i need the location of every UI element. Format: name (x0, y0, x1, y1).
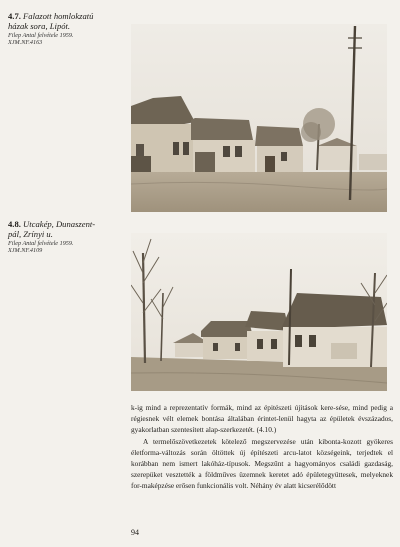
caption-title-line: Falazott homlokzatú (23, 11, 94, 21)
figure-number: 4.7. (8, 11, 21, 21)
photo-street-dunaszentpal (131, 233, 387, 391)
photo-houses-lipot (131, 24, 387, 212)
page-number: 94 (131, 528, 139, 537)
caption-title (8, 12, 126, 32)
figure-caption-4-8 (8, 220, 126, 254)
inventory-number: XJM.NF.4109 (8, 246, 43, 254)
photo-credit: Filep Antal felvétele 1959. (8, 239, 74, 247)
inventory-number: XJM.NF.4163 (8, 38, 43, 46)
caption-title (8, 220, 126, 240)
photo-credit: Filep Antal felvétele 1959. (8, 31, 74, 39)
caption-title-line: pál, Zrínyi u. (8, 228, 53, 239)
paragraph: k-ig mind a reprezentatív formák, mind az épitészeti újítások kere-sése, mind pedig a régiesnek vélt elemek bontása általában érintet-lenül hagyta az épületek évszázados, gyakorlatban szentesített alap-szerkezetét. (4.10.) (131, 403, 393, 435)
figure-caption-4-7 (8, 12, 126, 46)
body-text (131, 402, 393, 492)
caption-title-line: házak sora, Lipót. (8, 20, 71, 31)
caption-title-line: Utcakép, Dunaszent- (23, 219, 96, 229)
figure-number: 4.8. (8, 219, 21, 229)
paragraph: A termelőszövetkezetek kötelező megszervezése után kibonta-kozott gyökeres életforma-változás során öltöttek új építészeti arcu-latot községeink, terjedtek el korábban nem ismert lakóház-típusok. Megszűnt a hagyományos családi gazdaság, szerepüket vesztették a földműves üzemnek keretet adó épületegyüttesek, melyeknek for-maképzése erősen funkcionális volt. Néhány év alatt kicserélődött (131, 436, 393, 491)
